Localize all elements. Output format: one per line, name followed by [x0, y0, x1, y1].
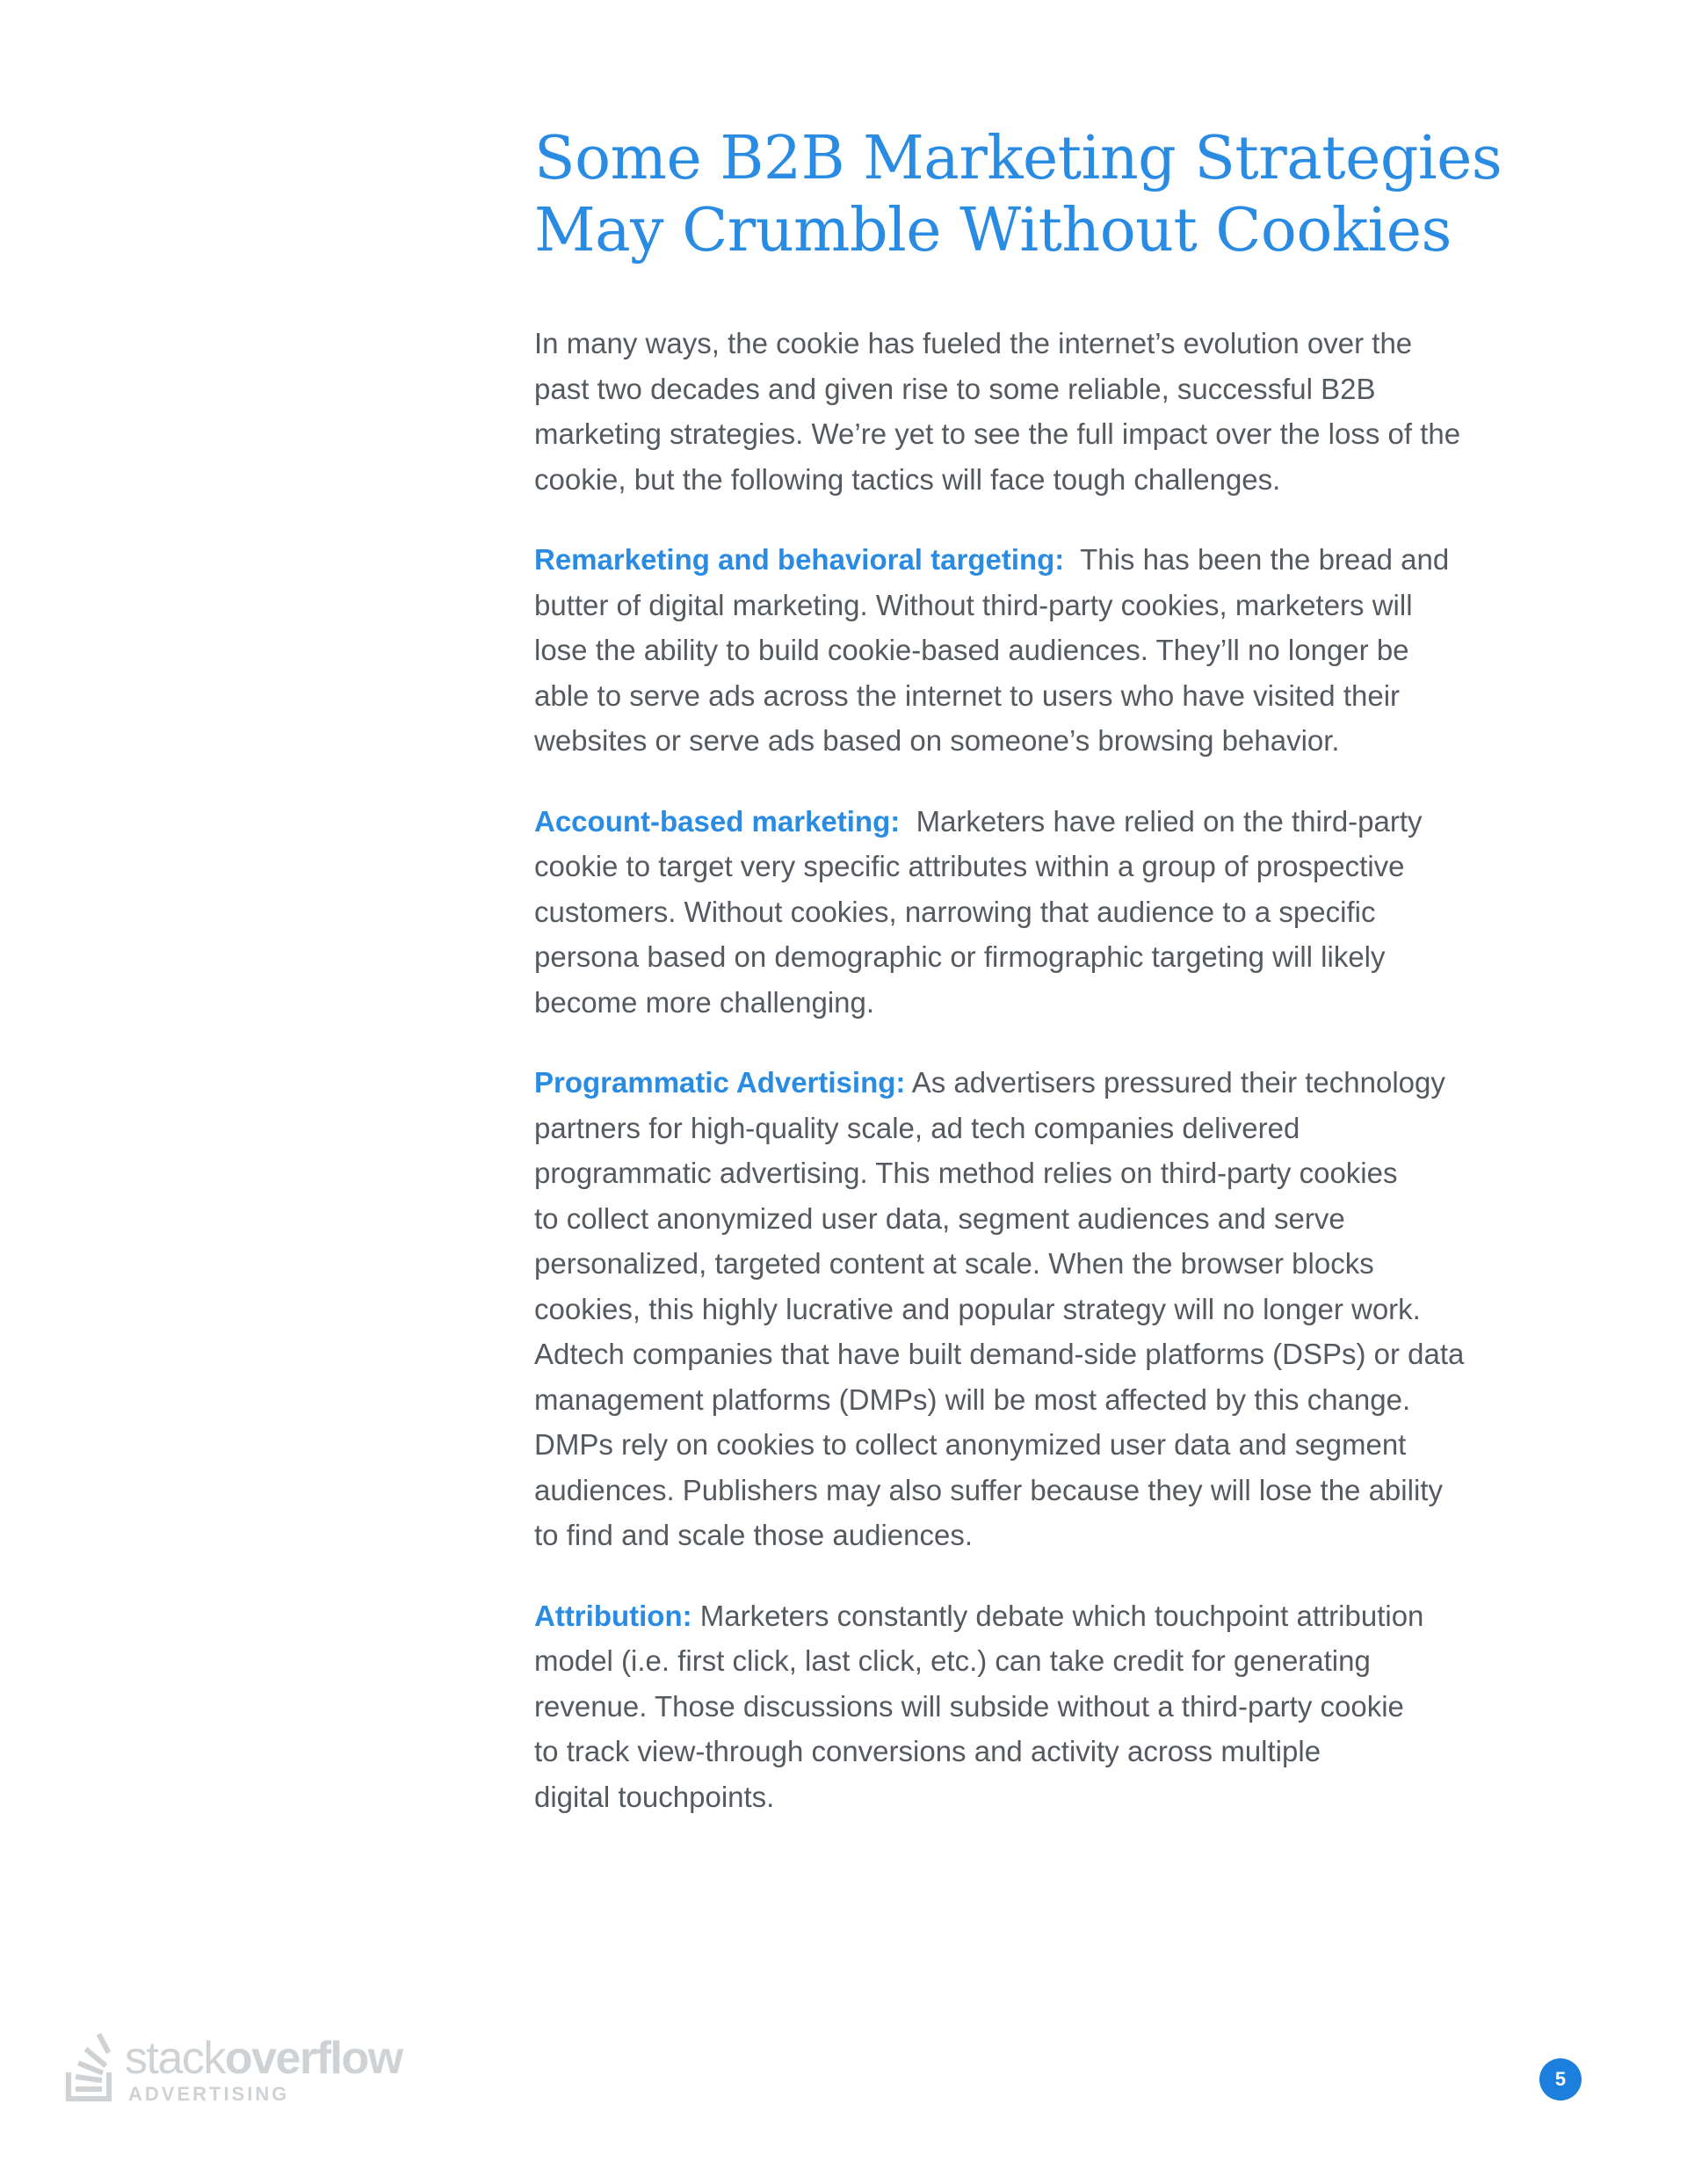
text-line: to track view-through conversions and activity across multiple — [534, 1735, 1321, 1767]
page-title — [534, 123, 1545, 267]
section-heading: Remarketing and behavioral targeting: — [534, 543, 1065, 576]
text-line: management platforms (DMPs) will be most affected by this change. — [534, 1382, 1411, 1416]
text-line: lose the ability to build cookie-based audiences. They’ll no longer be — [534, 634, 1409, 666]
text-line — [534, 1593, 1483, 1639]
section-programmatic — [534, 1060, 1483, 1558]
page-number-badge: 5 — [1539, 2058, 1582, 2101]
text-line: to find and scale those audiences. — [534, 1519, 974, 1551]
text-line: cookie to target very specific attributes within a group of prospective — [534, 850, 1405, 882]
intro-paragraph — [534, 321, 1483, 502]
section-heading: Attribution: — [534, 1599, 692, 1632]
section-first-line: Marketers have relied on the third-party — [916, 804, 1423, 838]
section-account-based — [534, 799, 1483, 1026]
text-line: to collect anonymized user data, segment audiences and serve — [534, 1201, 1345, 1235]
text-line: past two decades and given rise to some reliable, successful B2B — [534, 372, 1376, 405]
stack-overflow-advertising-logo — [63, 2032, 402, 2111]
text-line: customers. Without cookies, narrowing that audience to a specific — [534, 895, 1376, 928]
section-attribution — [534, 1593, 1483, 1820]
section-heading: Account-based marketing: — [534, 804, 901, 838]
text-line: marketing strategies. We’re yet to see the full impact over the loss of the — [534, 417, 1461, 450]
logo-word-overflow: overflow — [224, 2033, 402, 2084]
logo-word-stack: stack — [125, 2033, 225, 2084]
text-line: websites or serve ads based on someone’s browsing behavior. — [534, 724, 1340, 757]
text-line: In many ways, the cookie has fueled the internet’s evolution over the — [534, 327, 1413, 359]
text-line: become more challenging. — [534, 985, 875, 1019]
stack-overflow-logo-icon — [63, 2032, 119, 2102]
title-line-2: May Crumble Without Cookies — [534, 196, 1452, 265]
text-line — [534, 537, 1483, 583]
text-line: persona based on demographic or firmographic targeting will likely — [534, 940, 1386, 973]
text-line: DMPs rely on cookies to collect anonymized user data and segment — [534, 1428, 1407, 1461]
text-line: revenue. Those discussions will subside without a third-party cookie — [534, 1689, 1404, 1723]
section-first-line: As advertisers pressured their technology — [911, 1066, 1445, 1099]
text-line: audiences. Publishers may also suffer because they will lose the ability — [534, 1473, 1443, 1506]
text-line: personalized, targeted content at scale. When the browser blocks — [534, 1247, 1374, 1280]
title-line-1: Some B2B Marketing Strategies — [534, 124, 1502, 193]
text-line: cookie, but the following tactics will face tough challenges. — [534, 462, 1281, 496]
section-remarketing — [534, 537, 1483, 764]
text-line: partners for high-quality scale, ad tech companies delivered — [534, 1111, 1300, 1144]
section-heading: Programmatic Advertising: — [534, 1066, 906, 1099]
text-line: Adtech companies that have built demand-side platforms (DSPs) or data — [534, 1338, 1465, 1370]
section-first-line: Marketers constantly debate which touchpoint attribution — [699, 1599, 1424, 1632]
section-first-line: This has been the bread and — [1080, 543, 1450, 576]
text-line: model (i.e. first click, last click, etc.) can take credit for generating — [534, 1644, 1371, 1677]
article-body — [534, 321, 1483, 1854]
text-line — [534, 799, 1483, 845]
text-line: digital touchpoints. — [534, 1780, 775, 1813]
text-line: programmatic advertising. This method relies on third-party cookies — [534, 1157, 1398, 1189]
logo-wordmark — [125, 2034, 402, 2083]
text-line: cookies, this highly lucrative and popular strategy will no longer work. — [534, 1292, 1421, 1325]
logo-subtitle: ADVERTISING — [128, 2083, 290, 2105]
text-line — [534, 1060, 1483, 1106]
text-line: able to serve ads across the internet to users who have visited their — [534, 678, 1401, 712]
text-line: butter of digital marketing. Without third-party cookies, marketers will — [534, 588, 1413, 621]
